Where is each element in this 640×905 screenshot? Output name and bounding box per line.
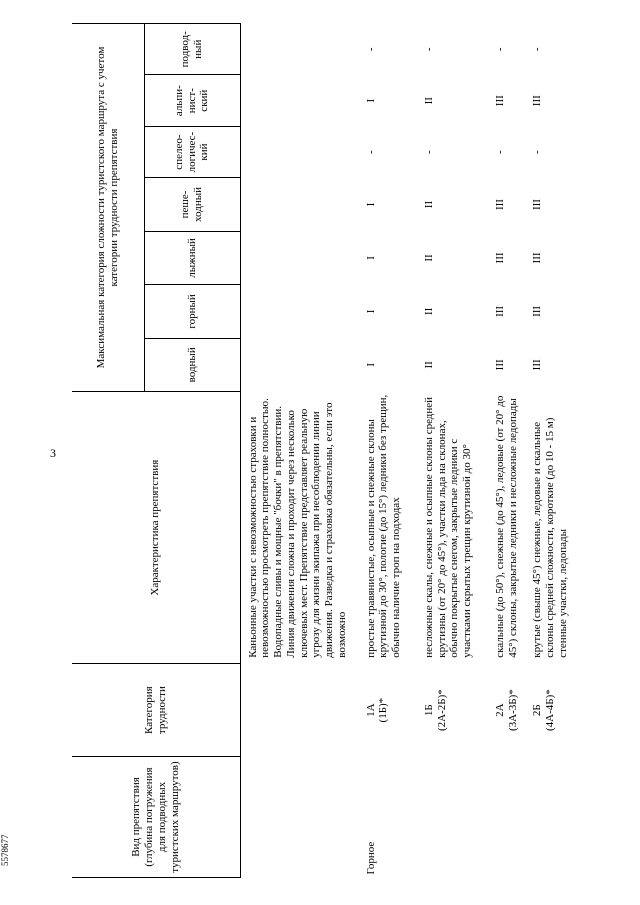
row-val-hiking: III bbox=[493, 199, 506, 211]
row-vid bbox=[529, 757, 571, 878]
row-val-ski: III bbox=[493, 252, 506, 264]
table-row bbox=[240, 24, 363, 878]
header-mountain: горный bbox=[144, 285, 240, 338]
row-val-hiking bbox=[240, 178, 363, 231]
row-val-alpine: III bbox=[531, 95, 544, 107]
row-description: скальные (до 50°), снежные (до 45°), ледовые (от 20° до 45°) склоны, закрытые ледники и несложные ледопады bbox=[493, 395, 519, 658]
page-number: 3 bbox=[50, 446, 56, 460]
header-alpine: альпи-нист-ский bbox=[144, 75, 240, 126]
document-id: 5578677 bbox=[0, 834, 10, 866]
row-val-hiking: III bbox=[531, 199, 544, 211]
header-category: Категория трудности bbox=[72, 664, 240, 757]
header-max-category: Максимальная категория сложности туристского маршрута с учетом категории трудности препятствия bbox=[72, 24, 144, 392]
header-characteristic: Характеристика препятствия bbox=[72, 392, 240, 664]
header-hiking: пеше-ходный bbox=[144, 178, 240, 231]
row-val-ski: I bbox=[364, 256, 377, 260]
table-row bbox=[492, 24, 530, 878]
row-val-ski bbox=[240, 231, 363, 284]
row-val-speleo: - bbox=[422, 150, 435, 154]
row-category: 2А (3А-3Б)* bbox=[493, 689, 519, 732]
table-row bbox=[421, 24, 492, 878]
header-ski: лыжный bbox=[144, 231, 240, 284]
row-val-water bbox=[240, 338, 363, 391]
header-vid: Вид препятствия (глубина погружения для подводных туристских маршрутов) bbox=[72, 757, 240, 878]
row-val-water: I bbox=[364, 363, 377, 367]
row-val-alpine: II bbox=[422, 97, 435, 105]
row-vid bbox=[421, 757, 492, 878]
row-category bbox=[240, 664, 363, 757]
row-description: несложные скалы, снежные и осыпные склоны средней крутизны (от 20° до 45°), участки льда на склонах, обычно покрытые снегом, закрытые ледники с участками скрытых трещин крутизной до 30° bbox=[422, 396, 473, 658]
row-val-mountain bbox=[240, 285, 363, 338]
row-val-mountain: III bbox=[493, 305, 506, 317]
row-val-water: III bbox=[493, 359, 506, 371]
table-row bbox=[529, 24, 571, 878]
row-val-underwater bbox=[240, 24, 363, 75]
row-category: 1Б (2А-2Б)* bbox=[422, 689, 448, 732]
row-val-underwater: - bbox=[422, 47, 435, 52]
row-val-speleo bbox=[240, 126, 363, 177]
row-vid bbox=[240, 757, 363, 878]
row-category: 2Б (4А-4Б)* bbox=[531, 689, 556, 732]
row-val-speleo: - bbox=[531, 150, 544, 154]
row-val-mountain: III bbox=[531, 305, 544, 317]
obstacle-category-table bbox=[72, 23, 572, 878]
row-val-speleo: - bbox=[493, 150, 506, 154]
header-water: водный bbox=[144, 338, 240, 391]
row-val-hiking: I bbox=[364, 202, 377, 207]
row-description: простые травянистые, осыпные и снежные склоны крутизной до 30°, пологие (до 15°) ледники без трещин, обычно наличие троп на подходах bbox=[364, 394, 402, 658]
row-val-underwater: - bbox=[364, 47, 377, 52]
row-category: 1А (1Б)* bbox=[364, 697, 390, 723]
row-description: Каньонные участки с невозможностью страховки и невозможностью просмотреть препятствие полностью. Водопадные сливы и мощные "бочки" в препятствии. Линия движения сложна и проходит через несколько ключевых мест. Препятствие представляет реальную угрозу для жизни экипажа при несоблюдении линии движения. Разведка и страховка обязательны, если это возможно bbox=[246, 398, 348, 658]
row-val-underwater: - bbox=[493, 47, 506, 52]
table-row bbox=[363, 24, 421, 878]
row-val-mountain: I bbox=[364, 309, 377, 314]
row-val-mountain: II bbox=[422, 307, 435, 316]
row-vid bbox=[492, 757, 530, 878]
header-speleo: спелео-логичес-кий bbox=[144, 126, 240, 177]
row-val-water: III bbox=[531, 359, 544, 371]
row-val-speleo: - bbox=[364, 150, 377, 154]
row-vid: Горное bbox=[364, 841, 377, 875]
row-val-alpine bbox=[240, 75, 363, 126]
header-underwater: подвод-ный bbox=[144, 24, 240, 75]
row-val-alpine: I bbox=[364, 98, 377, 103]
row-val-hiking: II bbox=[422, 200, 435, 209]
row-val-water: II bbox=[422, 361, 435, 369]
rotated-table-container bbox=[72, 23, 590, 878]
row-val-alpine: III bbox=[493, 95, 506, 107]
row-description: крутые (свыше 45°) снежные, ледовые и скальные склоны средней сложности, короткие (до 10 - 15 м) стенные участки, ледопады bbox=[531, 417, 569, 658]
row-val-ski: III bbox=[531, 252, 544, 264]
row-val-ski: II bbox=[422, 254, 435, 262]
row-val-underwater: - bbox=[531, 47, 544, 52]
